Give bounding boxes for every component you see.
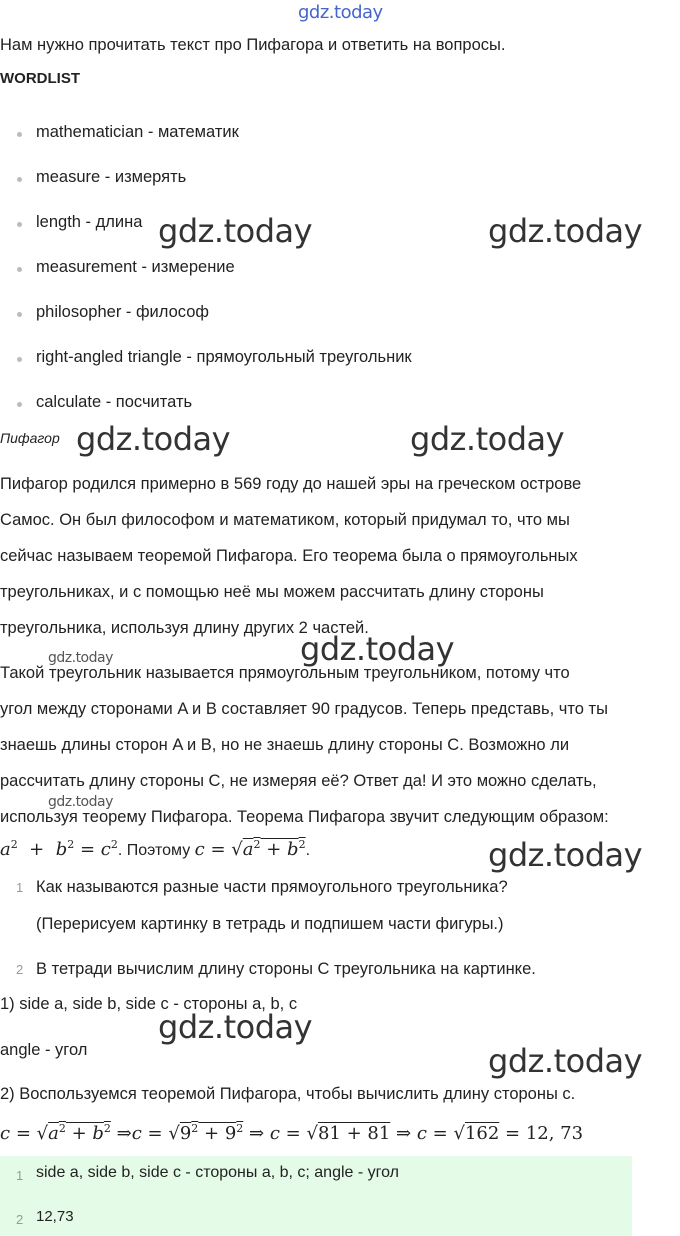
list-item: mathematician - математик — [36, 123, 239, 141]
watermark: gdz.today — [410, 420, 565, 458]
answer-number: 1 — [16, 1168, 24, 1183]
bullet — [17, 222, 22, 227]
list-item: measurement - измерение — [36, 258, 235, 276]
question-number: 1 — [16, 880, 24, 895]
list-item: length - длина — [36, 213, 143, 231]
answer-box — [0, 1156, 632, 1236]
bullet — [17, 267, 22, 272]
list-item: philosopher - философ — [36, 303, 209, 321]
list-item: calculate - посчитать — [36, 393, 193, 411]
watermark: gdz.today — [48, 650, 113, 666]
bullet — [17, 177, 22, 182]
paragraph-line: сейчас называем теоремой Пифагора. Его теорема была о прямоугольных — [0, 547, 578, 565]
solution-line: 1) side a, side b, side c - стороны a, b, c — [0, 995, 298, 1013]
watermark: gdz.today — [158, 212, 313, 250]
formula-word: Поэтому — [126, 842, 191, 859]
list-item: measure - измерять — [36, 168, 187, 186]
bullet — [17, 402, 22, 407]
calculation: $c = √a^2 + b^2$ ⇒c = $√9^2 + 9^2$ ⇒ c = √81 + 81 ⇒ c = √162 = 12, 73 — [0, 1122, 584, 1144]
paragraph-line: Самос. Он был философом и математиком, который придумал то, что мы — [0, 511, 570, 529]
bullet — [17, 357, 22, 362]
watermark: gdz.today — [158, 1008, 313, 1046]
question-number: 2 — [16, 962, 24, 977]
paragraph-line: треугольника, используя длину других 2 частей. — [0, 619, 369, 637]
question-line: (Перерисуем картинку в тетрадь и подпишем части фигуры.) — [36, 915, 504, 933]
watermark: gdz.today — [488, 836, 643, 874]
answer-text: side a, side b, side c - стороны a, b, c; angle - угол — [36, 1164, 400, 1181]
paragraph-line: Такой треугольник называется прямоугольным треугольником, потому что — [0, 664, 570, 682]
watermark: gdz.today — [76, 420, 231, 458]
calc-result: = 12, 73 — [505, 1123, 584, 1144]
answer-text: 12,73 — [36, 1208, 74, 1225]
bullet — [17, 132, 22, 137]
solution-line: 2) Воспользуемся теоремой Пифагора, чтобы вычислить длину стороны c. — [0, 1085, 576, 1103]
paragraph-line: знаешь длины сторон A и B, но не знаешь длину стороны C. Возможно ли — [0, 736, 570, 754]
answer-number: 2 — [16, 1212, 24, 1227]
watermark: gdz.today — [298, 2, 383, 23]
bullet — [17, 312, 22, 317]
list-item: right-angled triangle - прямоугольный треугольник — [36, 348, 412, 366]
section-title: Пифагор — [0, 430, 60, 446]
watermark: gdz.today — [488, 1042, 643, 1080]
solution-line: angle - угол — [0, 1041, 88, 1059]
pythagorean-formula: $a^2 + b^2 = c^2$. Поэтому $c = √a^2 + b^2$. — [0, 838, 311, 860]
question-line: Как называются разные части прямоугольного треугольника? — [36, 878, 508, 896]
watermark: gdz.today — [300, 630, 455, 668]
wordlist-title: WORDLIST — [0, 70, 80, 87]
watermark: gdz.today — [48, 794, 113, 810]
watermark: gdz.today — [488, 212, 643, 250]
intro-text: Нам нужно прочитать текст про Пифагора и ответить на вопросы. — [0, 36, 506, 54]
paragraph-line: рассчитать длину стороны C, не измеряя её? Ответ да! И это можно сделать, — [0, 772, 597, 790]
paragraph-line: треугольниках, и с помощью неё мы можем рассчитать длину стороны — [0, 583, 544, 601]
paragraph-line: угол между сторонами A и B составляет 90 градусов. Теперь представь, что ты — [0, 700, 608, 718]
paragraph-line: используя теорему Пифагора. Теорема Пифагора звучит следующим образом: — [0, 808, 609, 826]
paragraph-line: Пифагор родился примерно в 569 году до нашей эры на греческом острове — [0, 475, 582, 493]
question-line: В тетради вычислим длину стороны C треугольника на картинке. — [36, 960, 536, 978]
